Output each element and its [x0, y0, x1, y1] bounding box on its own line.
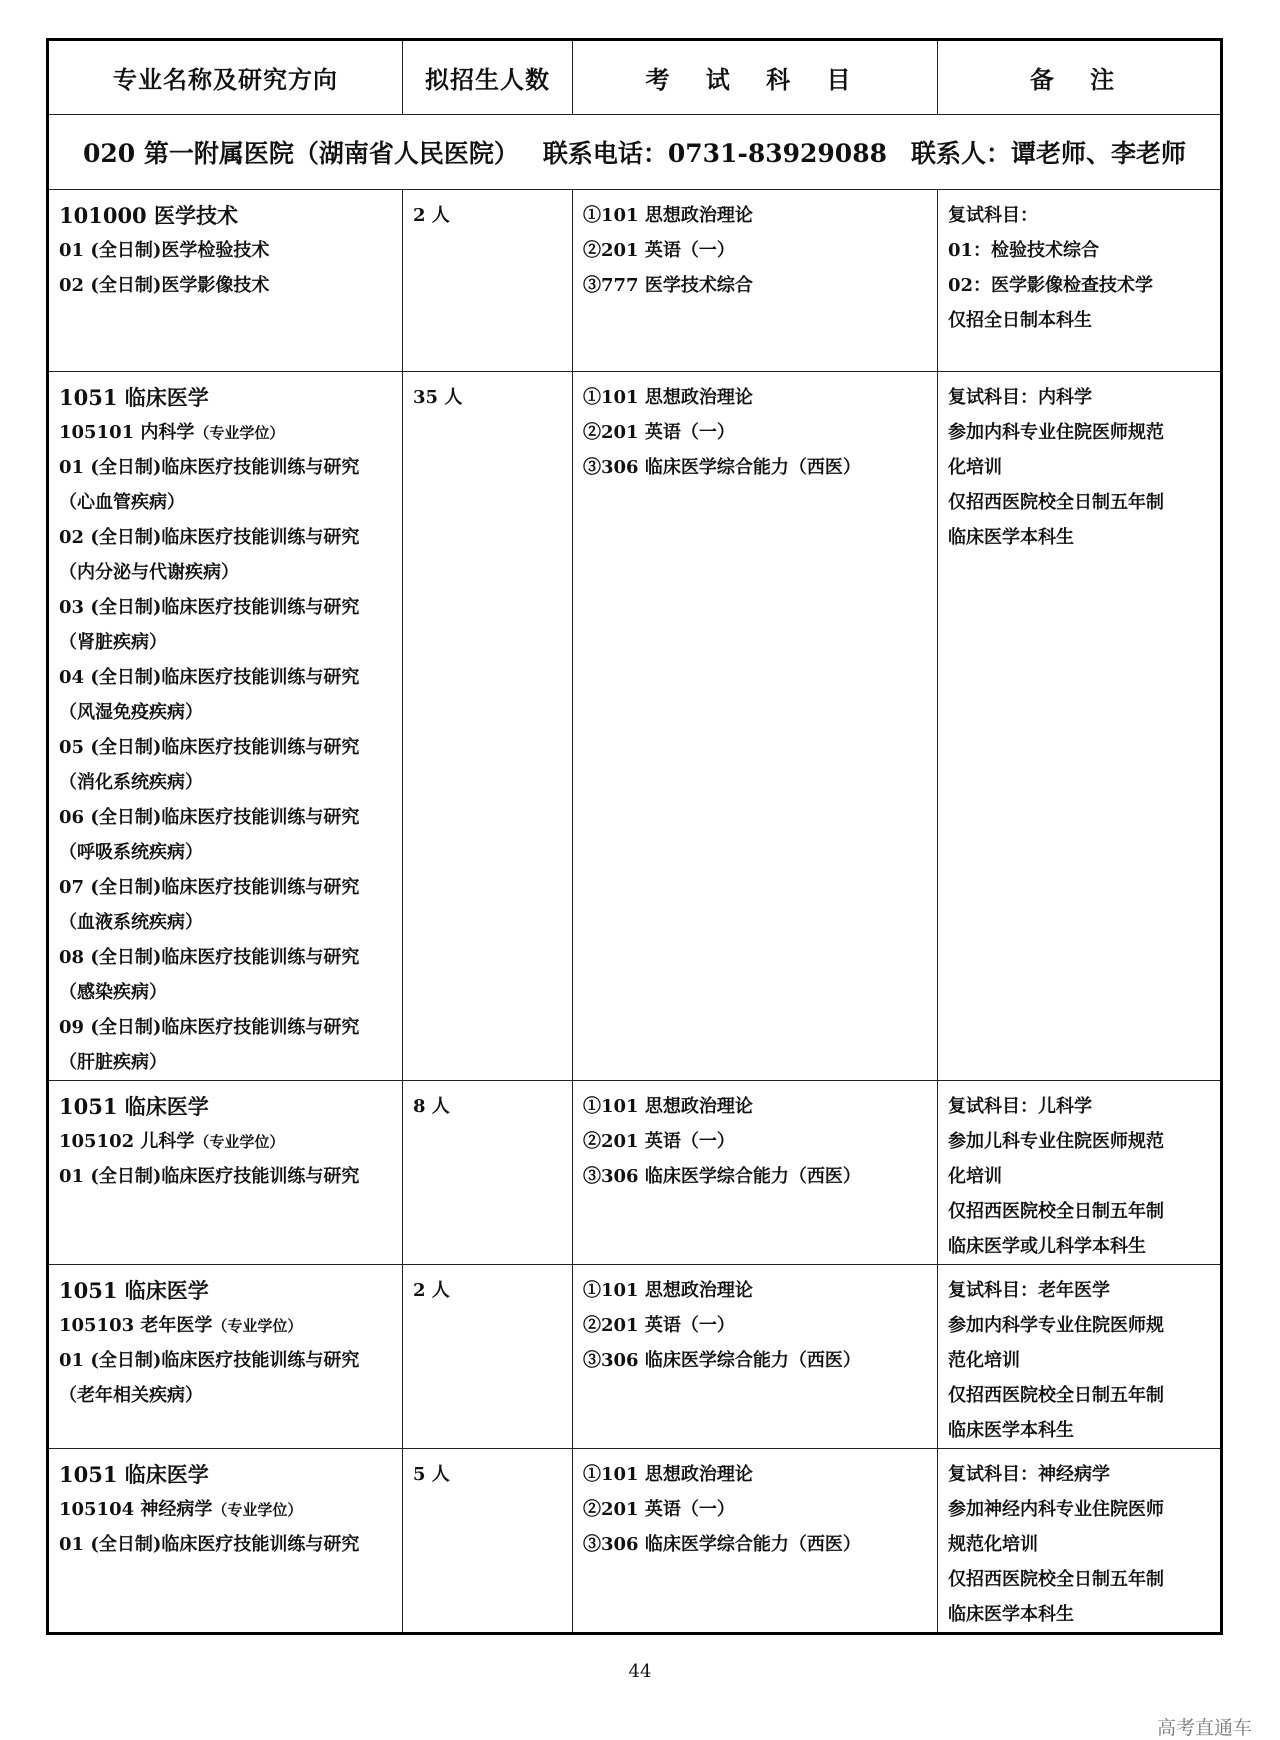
exam-subject: ③306 临床医学综合能力（西医）: [583, 1534, 861, 1555]
exam-cell: [573, 1449, 938, 1634]
major-line: [59, 268, 392, 303]
exam-subject: ③306 临床医学综合能力（西医）: [583, 1350, 861, 1371]
exam-subject: ②201 英语（一）: [583, 1131, 735, 1152]
remark-cell: [938, 372, 1222, 1081]
remark-line: 临床医学或儿科学本科生: [948, 1236, 1146, 1257]
remark-line: 规范化培训: [948, 1534, 1038, 1555]
degree-type: （专业学位）: [212, 1317, 303, 1335]
major-line: [59, 485, 392, 520]
major-line: [59, 660, 392, 695]
remark-line: 复试科目：儿科学: [948, 1096, 1092, 1117]
major-cell: [48, 1449, 403, 1634]
remark-line: 复试科目：老年医学: [948, 1280, 1110, 1301]
major-line: [59, 695, 392, 730]
major-text: 105102 儿科学: [59, 1131, 195, 1152]
major-text: （血液系统疾病）: [59, 912, 203, 933]
quota-cell: [403, 1449, 573, 1634]
major-cell: [48, 1081, 403, 1265]
exam-subject: ①101 思想政治理论: [583, 1280, 753, 1301]
major-cell: [48, 1265, 403, 1449]
major-text: 06 (全日制)临床医疗技能训练与研究: [59, 807, 360, 828]
major-text: 03 (全日制)临床医疗技能训练与研究: [59, 597, 360, 618]
major-line: [59, 940, 392, 975]
major-title: [59, 1273, 392, 1308]
exam-subject: ①101 思想政治理论: [583, 205, 753, 226]
exam-cell: [573, 190, 938, 372]
table-row: [48, 1081, 1222, 1265]
major-line: [59, 625, 392, 660]
exam-subject: ①101 思想政治理论: [583, 1096, 753, 1117]
remark-line: 参加神经内科专业住院医师: [948, 1499, 1164, 1520]
remark-line: 临床医学本科生: [948, 1420, 1074, 1441]
major-line: [59, 975, 392, 1010]
table-row: [48, 1449, 1222, 1634]
header-major: 专业名称及研究方向: [48, 40, 403, 115]
major-title: [59, 1457, 392, 1492]
department-row: [48, 115, 1222, 190]
major-text: 05 (全日制)临床医疗技能训练与研究: [59, 737, 360, 758]
remark-line: 仅招西医院校全日制五年制: [948, 492, 1164, 513]
quota-value: 2 人: [413, 1280, 450, 1301]
exam-subject: ③777 医学技术综合: [583, 275, 753, 296]
remark-line: 复试科目：神经病学: [948, 1464, 1110, 1485]
exam-subject: ③306 临床医学综合能力（西医）: [583, 1166, 861, 1187]
degree-type: （专业学位）: [212, 1501, 303, 1519]
department-contact: 联系人：谭老师、李老师: [911, 139, 1187, 168]
exam-subject: ③306 临床医学综合能力（西医）: [583, 457, 861, 478]
major-line: [59, 835, 392, 870]
major-line: [59, 905, 392, 940]
major-line: [59, 1045, 392, 1080]
major-text: 01 (全日制)临床医疗技能训练与研究: [59, 1350, 360, 1371]
remark-line: 01：检验技术综合: [948, 240, 1100, 261]
quota-value: 2 人: [413, 205, 450, 226]
major-line: [59, 1492, 392, 1527]
major-text: （风湿免疫疾病）: [59, 702, 203, 723]
quota-value: 35 人: [413, 387, 463, 408]
major-text: 04 (全日制)临床医疗技能训练与研究: [59, 667, 360, 688]
major-text: 01 (全日制)临床医疗技能训练与研究: [59, 457, 360, 478]
remark-cell: [938, 1081, 1222, 1265]
major-text: 01 (全日制)临床医疗技能训练与研究: [59, 1166, 360, 1187]
major-text: 09 (全日制)临床医疗技能训练与研究: [59, 1017, 360, 1038]
major-cell: [48, 190, 403, 372]
major-line: [59, 1159, 392, 1194]
exam-subject: ②201 英语（一）: [583, 1315, 735, 1336]
remark-line: 参加内科专业住院医师规范: [948, 422, 1164, 443]
remark-line: 仅招全日制本科生: [948, 310, 1092, 331]
major-title: [59, 1089, 392, 1124]
remark-line: 范化培训: [948, 1350, 1020, 1371]
major-text: 105104 神经病学: [59, 1499, 213, 1520]
remark-line: 化培训: [948, 457, 1002, 478]
admission-table: [46, 38, 1223, 1635]
degree-type: （专业学位）: [194, 1133, 285, 1151]
remark-cell: [938, 1265, 1222, 1449]
major-line: [59, 870, 392, 905]
major-text: 1051 临床医学: [59, 1278, 209, 1303]
major-text: 1051 临床医学: [59, 1094, 209, 1119]
quota-cell: [403, 190, 573, 372]
major-cell: [48, 372, 403, 1081]
header-remark: 备 注: [938, 40, 1222, 115]
table-row: [48, 190, 1222, 372]
major-line: [59, 1010, 392, 1045]
major-line: [59, 765, 392, 800]
exam-subject: ①101 思想政治理论: [583, 387, 753, 408]
exam-cell: [573, 1081, 938, 1265]
exam-subject: ②201 英语（一）: [583, 1499, 735, 1520]
remark-line: 临床医学本科生: [948, 1604, 1074, 1625]
major-title: [59, 380, 392, 415]
major-text: （肾脏疾病）: [59, 632, 167, 653]
remark-line: 仅招西医院校全日制五年制: [948, 1385, 1164, 1406]
remark-line: 化培训: [948, 1166, 1002, 1187]
major-text: 01 (全日制)临床医疗技能训练与研究: [59, 1534, 360, 1555]
table-header-row: [48, 40, 1222, 115]
remark-line: 仅招西医院校全日制五年制: [948, 1201, 1164, 1222]
major-line: [59, 800, 392, 835]
major-line: [59, 730, 392, 765]
page-number: 44: [628, 1661, 652, 1682]
major-line: [59, 233, 392, 268]
major-text: （心血管疾病）: [59, 492, 185, 513]
major-line: [59, 1527, 392, 1562]
major-text: （消化系统疾病）: [59, 772, 203, 793]
remark-line: 参加内科学专业住院医师规: [948, 1315, 1164, 1336]
remark-line: 临床医学本科生: [948, 527, 1074, 548]
major-text: 02 (全日制)医学影像技术: [59, 275, 270, 296]
major-text: 101000 医学技术: [59, 203, 238, 228]
header-quota: 拟招生人数: [403, 40, 573, 115]
major-text: 01 (全日制)医学检验技术: [59, 240, 270, 261]
major-text: （肝脏疾病）: [59, 1052, 167, 1073]
major-text: 08 (全日制)临床医疗技能训练与研究: [59, 947, 360, 968]
major-text: 1051 临床医学: [59, 385, 209, 410]
exam-cell: [573, 1265, 938, 1449]
table-row: [48, 372, 1222, 1081]
exam-subject: ②201 英语（一）: [583, 240, 735, 261]
watermark: 高考直通车: [1156, 1717, 1252, 1739]
major-line: [59, 1308, 392, 1343]
major-text: （老年相关疾病）: [59, 1385, 203, 1406]
major-line: [59, 555, 392, 590]
major-text: 07 (全日制)临床医疗技能训练与研究: [59, 877, 360, 898]
remark-line: 02：医学影像检查技术学: [948, 275, 1154, 296]
major-title: [59, 198, 392, 233]
remark-line: 复试科目：: [948, 205, 1038, 226]
major-text: （呼吸系统疾病）: [59, 842, 203, 863]
major-text: （内分泌与代谢疾病）: [59, 562, 239, 583]
quota-cell: [403, 1265, 573, 1449]
remark-cell: [938, 1449, 1222, 1634]
header-exam: 考 试 科 目: [573, 40, 938, 115]
exam-subject: ②201 英语（一）: [583, 422, 735, 443]
major-text: 105101 内科学: [59, 422, 195, 443]
major-line: [59, 1378, 392, 1413]
major-text: （感染疾病）: [59, 982, 167, 1003]
major-line: [59, 415, 392, 450]
exam-subject: ①101 思想政治理论: [583, 1464, 753, 1485]
remark-line: 复试科目：内科学: [948, 387, 1092, 408]
major-line: [59, 1343, 392, 1378]
exam-cell: [573, 372, 938, 1081]
remark-cell: [938, 190, 1222, 372]
department-name: 020 第一附属医院（湖南省人民医院）: [82, 139, 519, 168]
quota-cell: [403, 372, 573, 1081]
table-row: [48, 1265, 1222, 1449]
remark-line: 仅招西医院校全日制五年制: [948, 1569, 1164, 1590]
quota-cell: [403, 1081, 573, 1265]
degree-type: （专业学位）: [194, 424, 285, 442]
major-line: [59, 450, 392, 485]
department-phone: 联系电话：0731-83929088: [542, 139, 887, 168]
major-line: [59, 1124, 392, 1159]
major-line: [59, 590, 392, 625]
major-text: 1051 临床医学: [59, 1462, 209, 1487]
quota-value: 8 人: [413, 1096, 450, 1117]
major-text: 02 (全日制)临床医疗技能训练与研究: [59, 527, 360, 548]
department-cell: [48, 115, 1222, 190]
major-text: 105103 老年医学: [59, 1315, 213, 1336]
major-line: [59, 520, 392, 555]
quota-value: 5 人: [413, 1464, 450, 1485]
remark-line: 参加儿科专业住院医师规范: [948, 1131, 1164, 1152]
